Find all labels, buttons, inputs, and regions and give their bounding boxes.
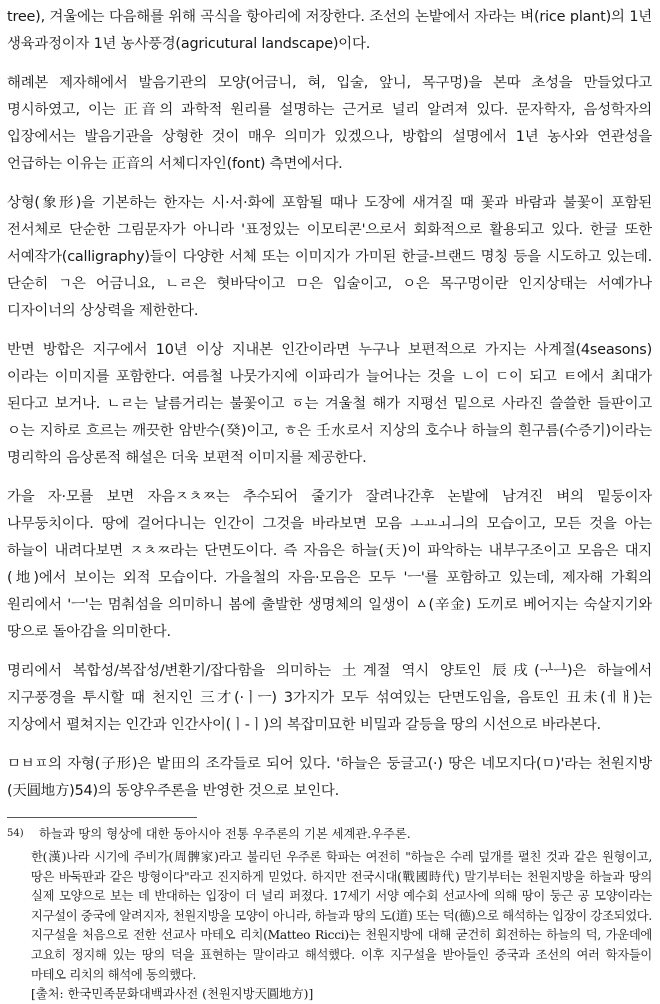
body-paragraph: 해례본 제자해에서 발음기관의 모양(어금니, 혀, 입술, 앞니, 목구멍)을 본따 초성을 만들었다고 명시하였고, 이는 正音의 과학적 원리를 설명하는 근거로 널리 알려져 있다. 문자학자, 음성학자의 입장에서는 발음기관을 상형한 것이 매우 의미가 있겠으나, 방합의 설명에서 1년 농사와 연관성을 언급하는 이유는 正音의 서체디자인(font) 측면에서다. [7, 75, 652, 172]
footnote-heading [7, 824, 652, 844]
footnote-title: 하늘과 땅의 형상에 대한 동아시아 전통 우주론의 기본 세계관.우주론. [39, 827, 411, 841]
body-paragraph: tree), 겨울에는 다음해를 위해 곡식을 항아리에 저장한다. 조선의 논밭에서 자라는 벼(rice plant)의 1년 생육과정이자 1년 농사풍경(agricutural landscape)이다. [7, 9, 652, 52]
footnote-body: 한(漢)나라 시기에 주비가(周髀家)라고 불리던 우주론 학파는 여전히 "하늘은 수레 덮개를 펼친 것과 같은 원형이고, 땅은 바둑판과 같은 방형이다"라고 진지하게 믿었다. 하지만 전국시대(戰國時代) 말기부터는 천원지방을 하늘과 땅의 실제 모양으로 보는 데 반대하는 입장이 더 널리 퍼졌다. 17세기 서양 예수회 선교사에 의해 땅이 둥근 공 모양이라는 지구설이 중국에 알려지자, 천원지방을 모양이 아니라, 하늘과 땅의 도(道) 또는 덕(德)으로 해석하는 입장이 강조되었다. 지구설을 처음으로 전한 선교사 마테오 리치(Matteo Ricci)는 천원지방에 대해 굳건히 회전하는 하늘의 덕, 가운데에 고요히 정지해 있는 땅의 덕을 표현하는 말이라고 해석했다. 이후 지구설을 받아들인 중국과 조선의 여러 학자들이 마테오 리치의 해석에 동의했다. [31, 850, 652, 982]
footnote-source: [출처: 한국민족문화대백과사전 (천원지방天圓地方)] [31, 987, 314, 1002]
footnote-number: 54) [7, 828, 24, 839]
body-paragraph: 상형(象形)을 기본하는 한자는 시·서·화에 포함될 때나 도장에 새겨질 때 꽃과 바람과 불꽃이 포함된 전서체로 단순한 그림문자가 아니라 '표정있는 이모티콘'으로서 회화적으로 활용되고 있다. 한글 또한 서예작가(calligraphy)들이 다양한 서체 또는 이미지가 가미된 한글-브랜드 명칭 등을 시도하고 있는데. 단순히 ㄱ은 어금니요, ㄴㄹ은 혓바닥이고 ㅁ은 입술이고, ㅇ은 목구멍이란 인지상태는 서예가나 디자이너의 상상력을 제한한다. [7, 195, 652, 319]
body-paragraph: 반면 방합은 지구에서 10년 이상 지내본 인간이라면 누구나 보편적으로 가지는 사계절(4seasons)이라는 이미지를 포함한다. 여름철 나뭇가지에 이파리가 늘어나는 것을 ㄴ이 ㄷ이 되고 ㅌ에서 최대가 된다고 보거나. ㄴㄹ는 날름거리는 불꽃이고 ㆆ는 겨울철 해가 지평선 밑으로 사라진 쓸쓸한 들판이고 ㅇ는 지하로 흐르는 깨끗한 암반수(癸)이고, ㅎ은 壬水로서 지상의 호수나 하늘의 흰구름(수증기)이라는 명리학의 음상론적 해설은 더욱 보편적 이미지를 제공한다. [7, 342, 652, 466]
footnote-divider [7, 817, 197, 818]
body-paragraph: ㅁㅂㅍ의 자형(子形)은 밭田의 조각들로 되어 있다. '하늘은 둥글고(·) 땅은 네모지다(ㅁ)'라는 천원지방(天圓地方)54)의 동양우주론을 반영한 것으로 보인다. [7, 756, 652, 799]
body-paragraph: 명리에서 복합성/복잡성/변환기/잡다함을 의미하는 土계절 역시 양토인 辰戌(ᆛᆜ)은 하늘에서 지구풍경을 투시할 때 천지인 三才(·ㅣㅡ) 3가지가 모두 섞여있는 단면도임을, 음토인 丑未(ㅔㅐ)는 지상에서 펼쳐지는 인간과 인간사이(ㅣ-ㅣ)의 복잡미묘한 비밀과 갈등을 땅의 시선으로 바라본다. [7, 663, 652, 733]
body-paragraph: 가을 자·모를 보면 자음ㅈㅊㅉ는 추수되어 줄기가 잘려나간후 논밭에 남겨진 벼의 밑둥이자 나무둥치이다. 땅에 걸어다니는 인간이 그것을 바라보면 모음 ㅗㅛㅚㅢ의 모습이고, 모든 것을 아는 하늘이 내려다보면 ㅈㅊㅉ라는 단면도이다. 즉 자음은 하늘(天)이 파악하는 내부구조이고 모음은 대지(地)에서 보이는 외적 모습이다. 가을철의 자음·모음은 모두 'ㅡ'를 포함하고 있는데, 제자해 가획의 원리에서 'ㅡ'는 멈춰섬을 의미하니 봄에 출발한 생명체의 일생이 ㅿ(辛金) 도끼로 베어지는 숙살지기와 땅으로 돌아감을 의미한다. [7, 489, 652, 640]
